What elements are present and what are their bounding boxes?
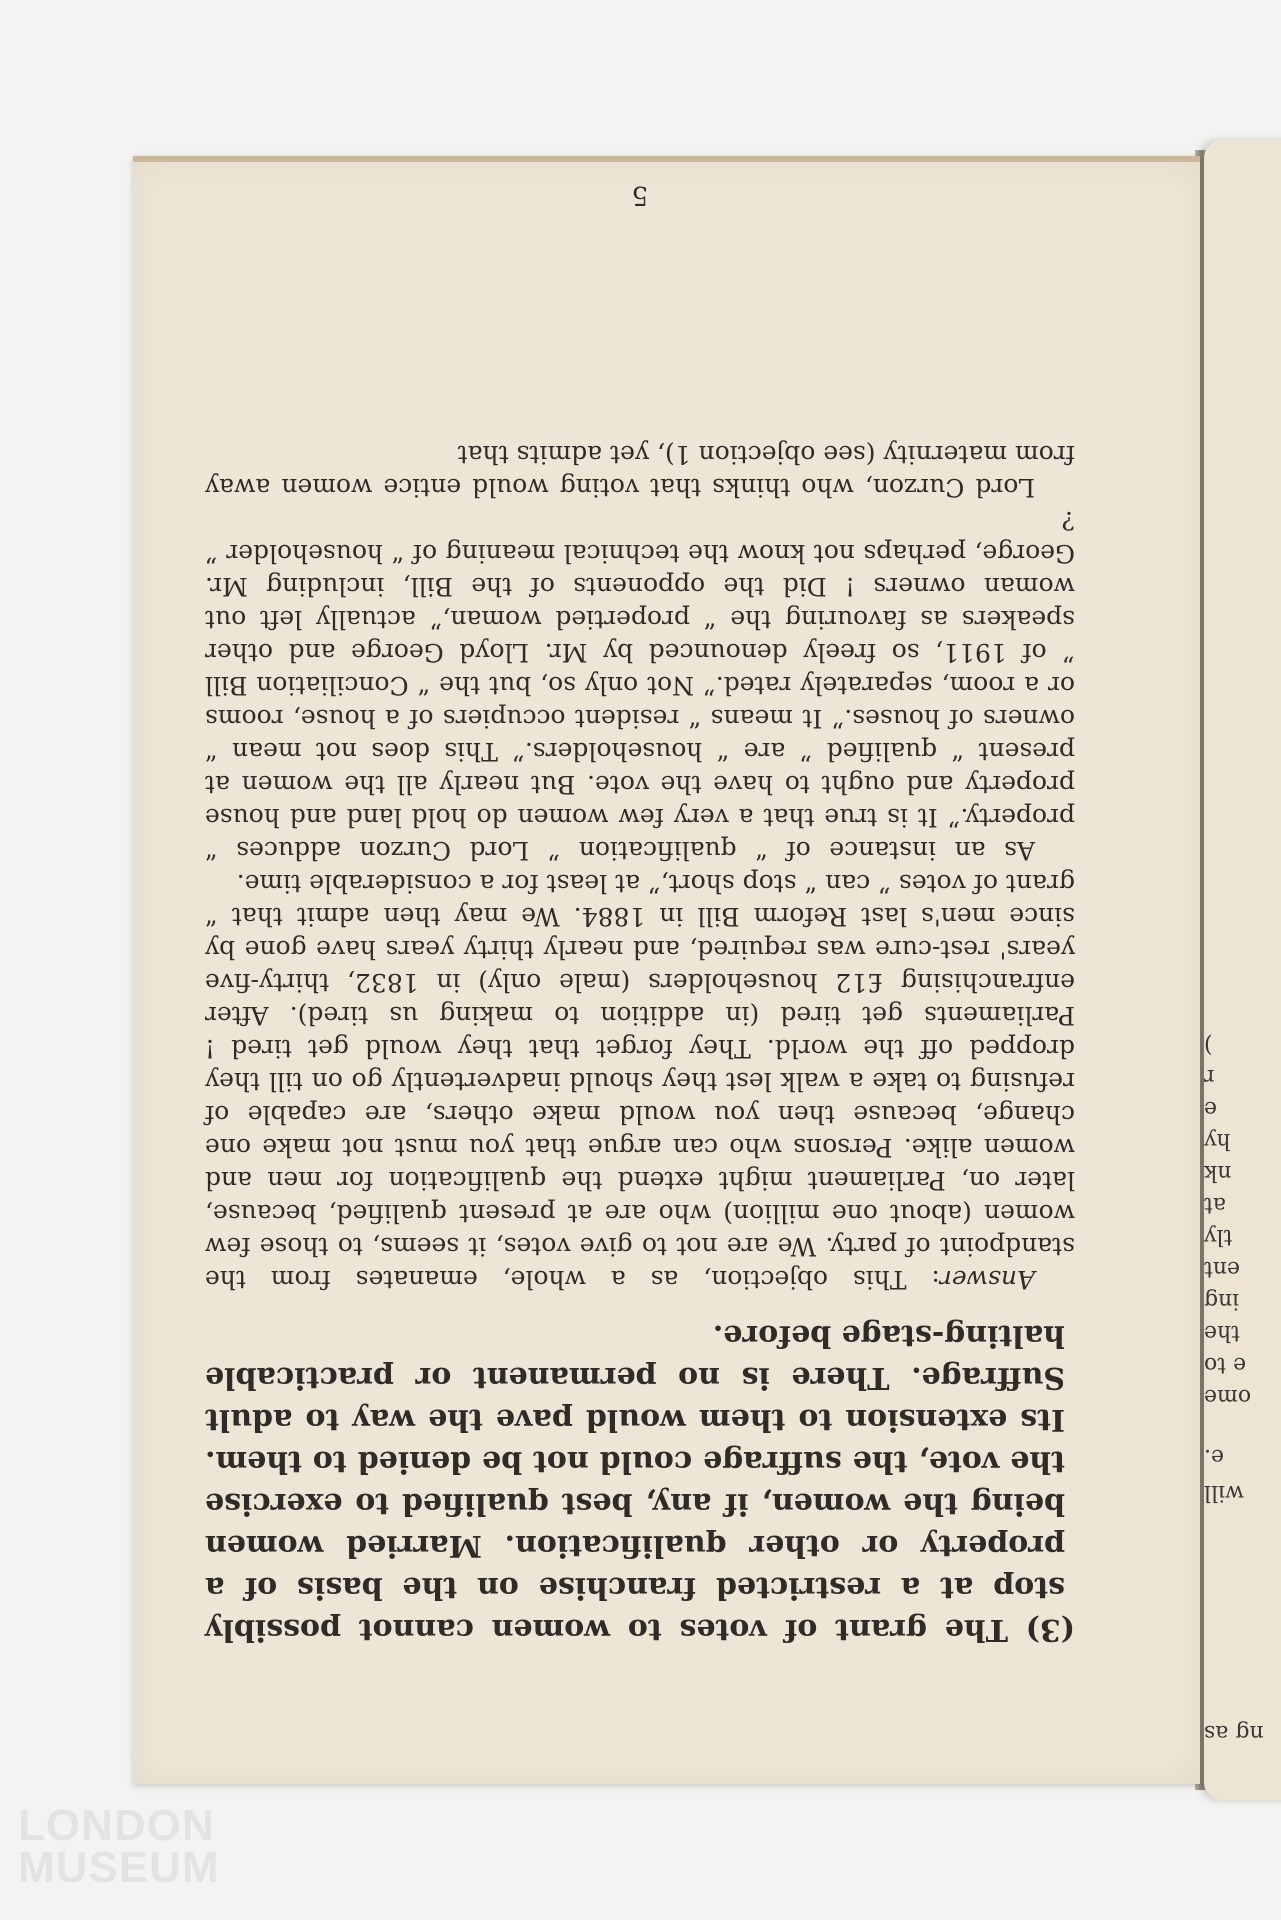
fragment: ng as	[1204, 1720, 1264, 1745]
fragment: will	[1204, 1480, 1244, 1505]
fragment: ome	[1204, 1384, 1252, 1409]
fragment: e to	[1204, 1352, 1247, 1377]
fragment: ent	[1204, 1256, 1241, 1281]
fragment: e	[1204, 1096, 1218, 1121]
fragment: hy	[1204, 1128, 1231, 1153]
museum-watermark	[18, 1801, 220, 1892]
paragraph: Lord Curzon, who thinks that voting would entice women away from maternity (see objection 1), yet admits that	[205, 440, 1075, 502]
fragment: r	[1204, 1064, 1215, 1089]
fragment: the	[1204, 1320, 1241, 1345]
fragment: )	[1204, 1032, 1213, 1057]
watermark-line: LONDON	[18, 1801, 215, 1850]
answer-text: : This objection, as a whole, emanates from the standpoint of party. We are not to give votes, it seems, to those few women (about one million) who are at present qualified, because, later on, Parliament might extend the qualification for men and women alike. Persons who can argue that you must not make one change, because then you would make others, are capable of refusing to take a walk lest they should inadvertently go on till they dropped off the world. They forget that they would get tired ! Parliaments get tired (in addition to making us tired). After enfranchising £12 householders (male only) in 1832, thirty-five years' rest-cure was required, and nearly thirty years have gone by since men's last Reform Bill in 1884. We may then admit that “ grant of votes ” can “ stop short,” at least for a considerable time.	[205, 869, 1075, 1294]
adjacent-page	[1204, 140, 1281, 1800]
fragment: at	[1204, 1192, 1226, 1217]
paragraph: As an instance of “ qualification ” Lord Curzon adduces “ property.” It is true that a very few women do hold land and house property and ought to have the vote. But nearly all the women at present “ qualified ” are “ householders.” This does not mean “ owners of houses.” It means “ resident occupiers of a house, rooms or a room, separately rated.” Not only so, but the “ Conciliation Bill ” of 1911, so freely denounced by Mr. Lloyd George and other speakers as favouring the “ propertied woman,” actually left out woman owners ! Did the opponents of the Bill, including Mr. George, perhaps not know the technical meaning of “ householder ” ?	[205, 506, 1075, 865]
answer-paragraph	[205, 867, 1075, 1296]
page-content	[205, 180, 1075, 1650]
fragment: nk	[1204, 1160, 1232, 1185]
fragment: tly	[1204, 1224, 1233, 1249]
fragment: e.	[1204, 1444, 1225, 1469]
page-number: 5	[631, 180, 649, 210]
fragment: ing	[1204, 1288, 1240, 1313]
objection-heading: (3) The grant of votes to women cannot possibly stop at a restricted franchise on the basis of a property or other qualification. Married women being the women, if any, best qualified to exercise the vote, the suffrage could not be denied to them. Its extension to them would pave the way to adult Suffrage. There is no permanent or practicable halting-stage before.	[205, 1318, 1075, 1647]
answer-label: Answer	[939, 1265, 1035, 1294]
watermark-line: MUSEUM	[18, 1843, 220, 1892]
